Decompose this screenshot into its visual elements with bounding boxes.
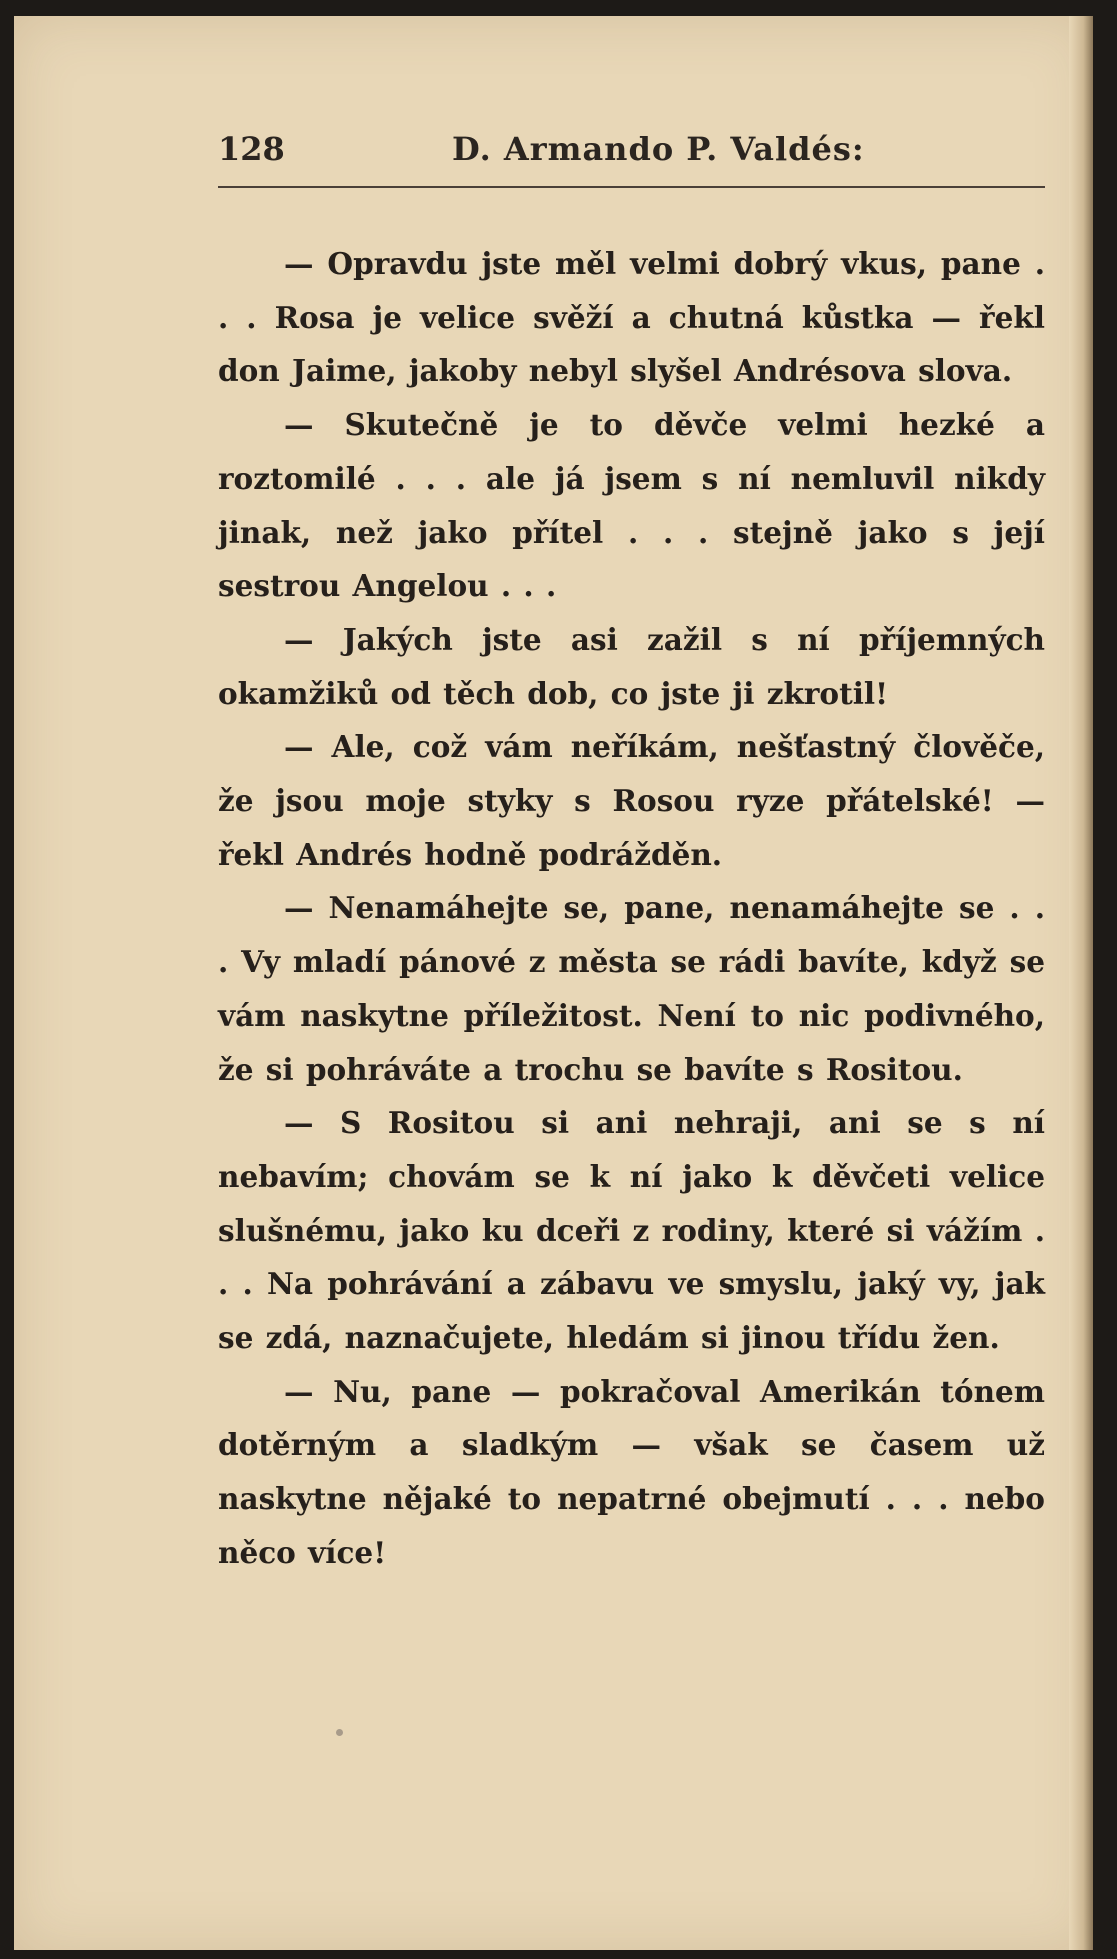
- paragraph: — Opravdu jste měl velmi dobrý vkus, pane . . . Rosa je velice svěží a chutná kůstka — řekl don Jaime, jakoby nebyl slyšel Andrésova slova.: [218, 246, 1045, 389]
- page-number: 128: [218, 130, 285, 168]
- paragraph: — S Rositou si ani nehraji, ani se s ní nebavím; chovám se k ní jako k děvčeti velice slušnému, jako ku dceři z rodiny, které si vážím . . . Na pohrávání a zábavu ve smyslu, jaký vy, jak se zdá, naznačujete, hledám si jinou třídu žen.: [218, 1105, 1045, 1356]
- page-header: [204, 130, 1044, 174]
- paragraph: — Skutečně je to děvče velmi hezké a roztomilé . . . ale já jsem s ní nemluvil nikdy jinak, než jako přítel . . . stejně jako s její sestrou Angelou . . .: [218, 407, 1045, 604]
- body-text: [218, 237, 1045, 1580]
- page-spine-shadow: [1069, 16, 1093, 1950]
- paragraph: — Nu, pane — pokračoval Amerikán tónem dotěrným a sladkým — však se časem už naskytne nějaké to nepatrné obejmutí . . . nebo něco více!: [218, 1373, 1045, 1570]
- paragraph: — Ale, což vám neříkám, nešťastný člověče, že jsou moje styky s Rosou ryze přátelské! — řekl Andrés hodně podrážděn.: [218, 729, 1045, 872]
- running-title: D. Armando P. Valdés:: [452, 130, 865, 168]
- paragraph: — Nenamáhejte se, pane, nenamáhejte se . . . Vy mladí pánové z města se rádi bavíte, když se vám naskytne příležitost. Není to nic podivného, že si pohráváte a trochu se bavíte s Rositou.: [218, 890, 1045, 1087]
- ink-speck: [336, 1729, 343, 1736]
- paragraph: — Jakých jste asi zažil s ní příjemných okamžiků od těch dob, co jste ji zkrotil!: [218, 621, 1045, 711]
- header-rule: [218, 186, 1045, 188]
